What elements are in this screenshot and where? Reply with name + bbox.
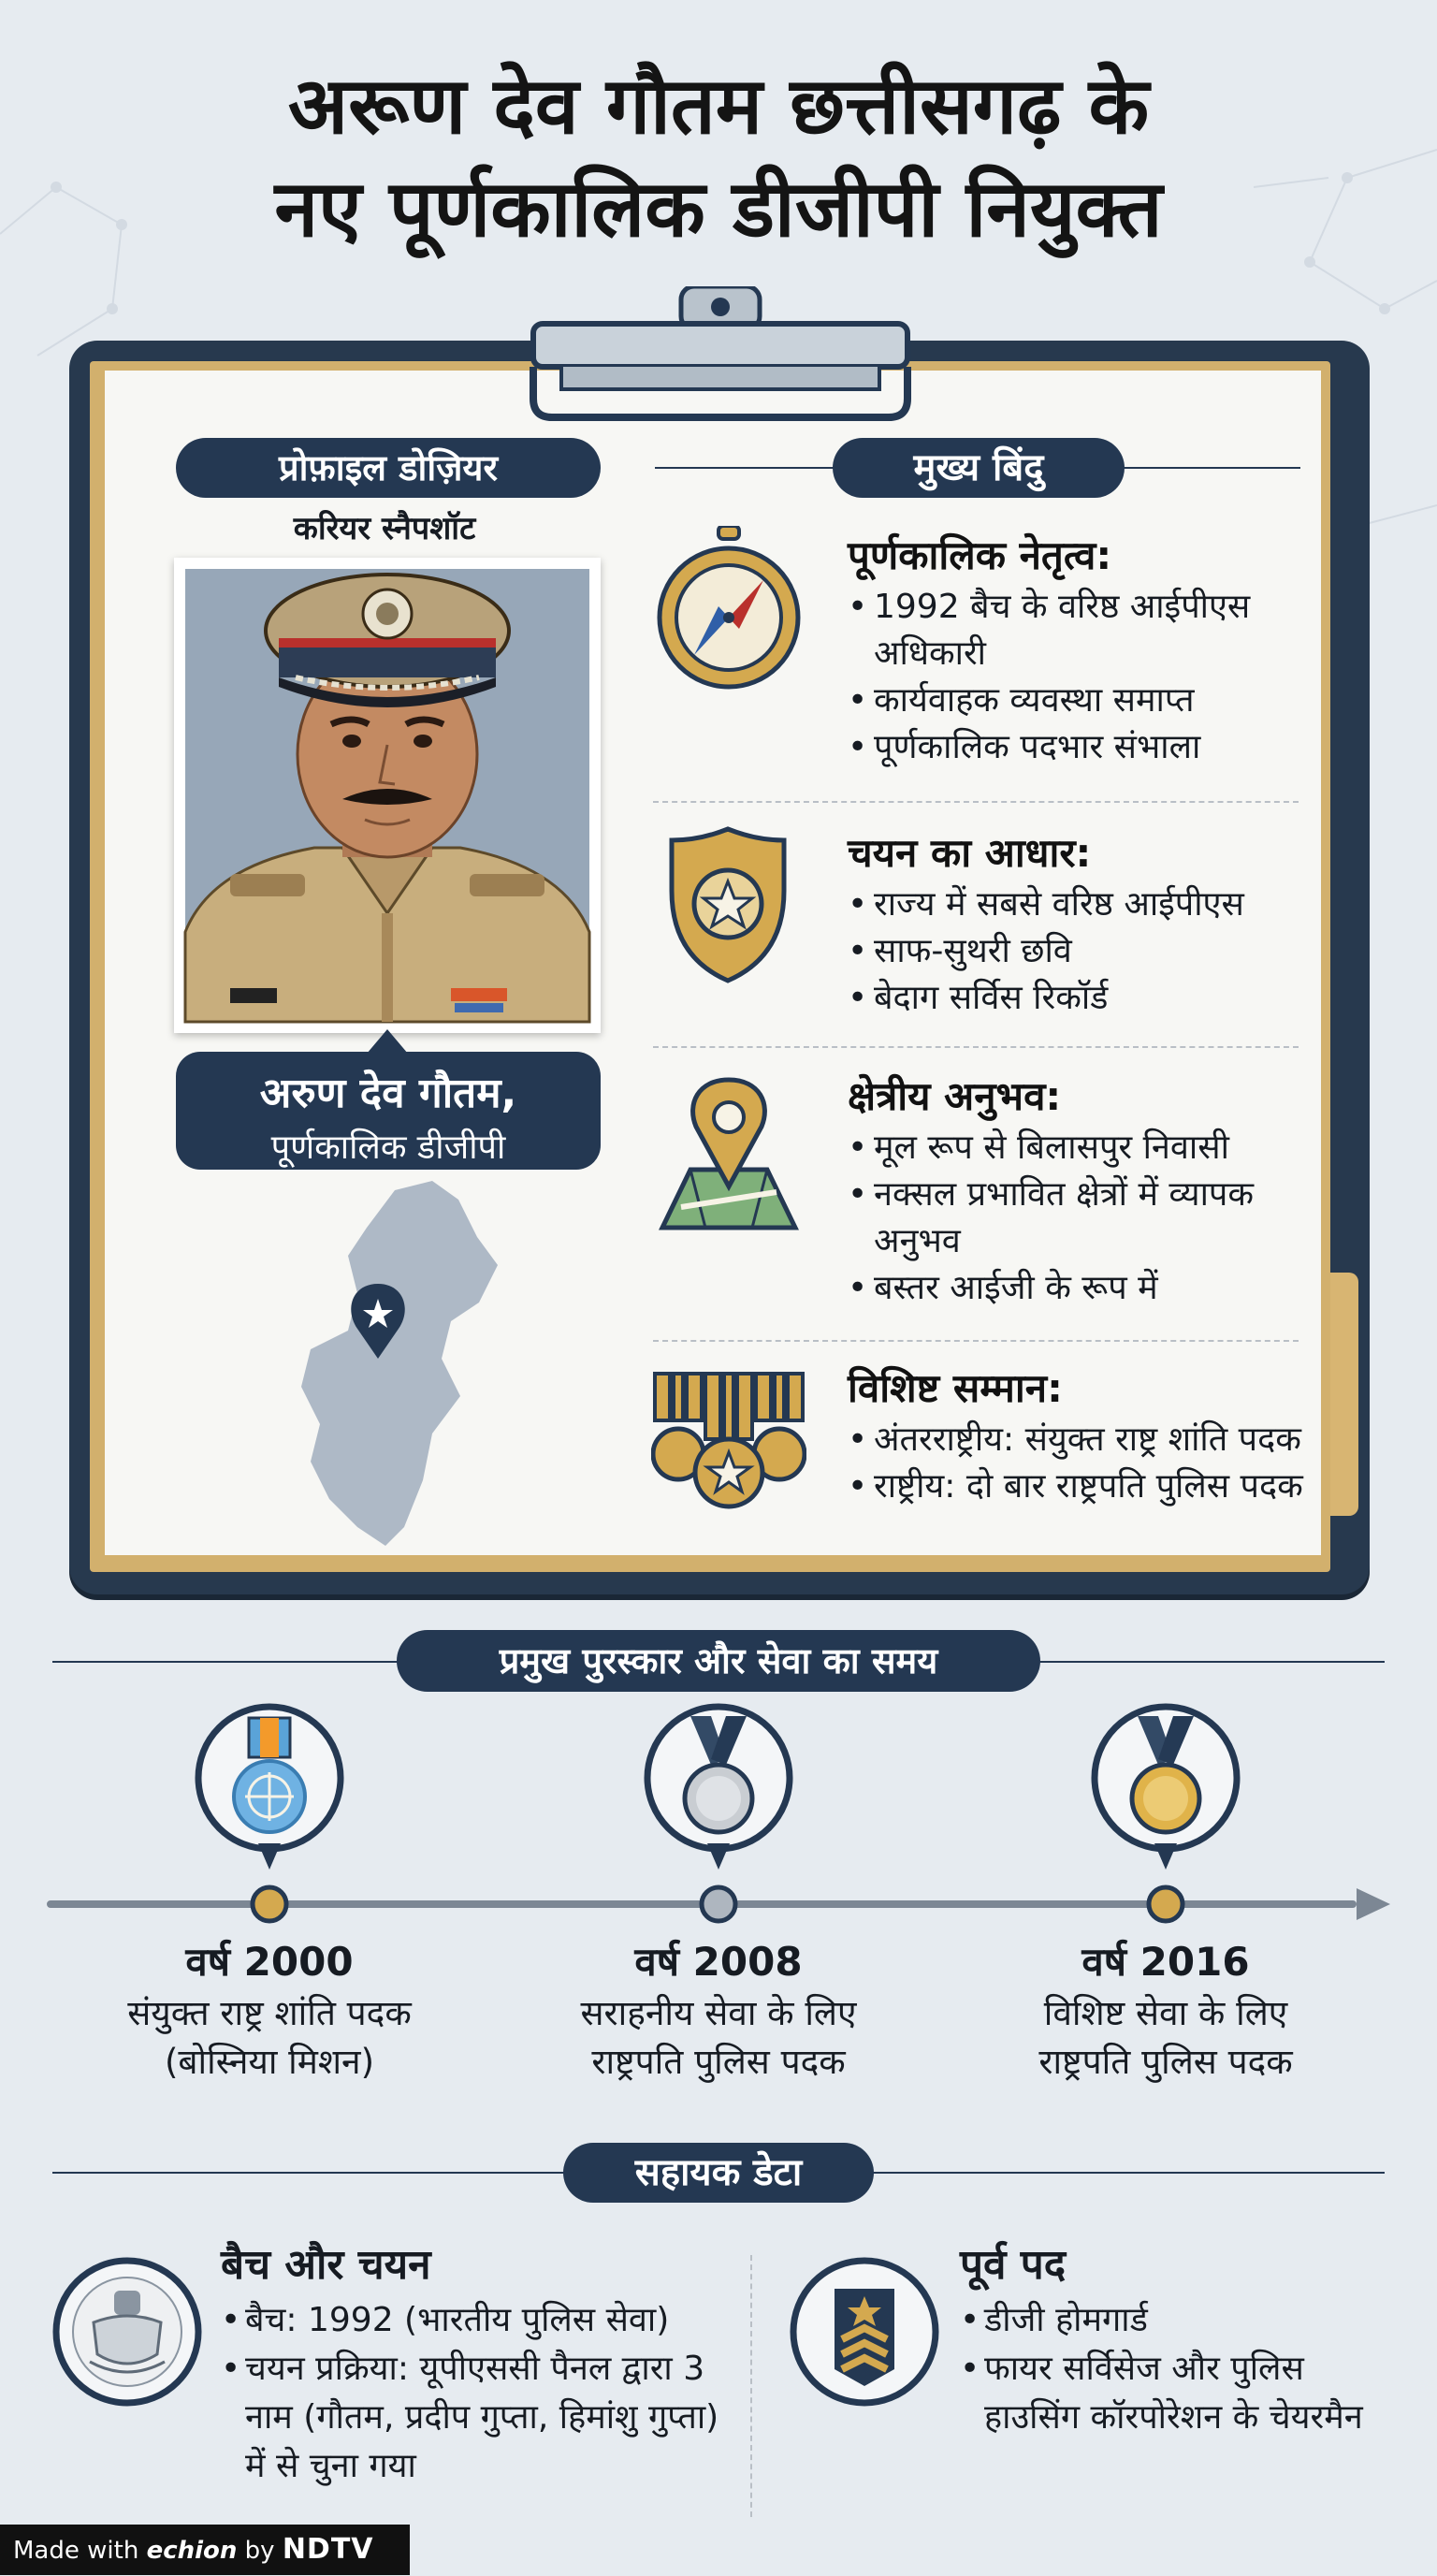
key-point-regional-experience <box>848 1070 1306 1312</box>
ips-emblem-icon <box>52 2257 202 2407</box>
timeline-event-2000 <box>73 1935 466 2087</box>
rank-insignia-icon <box>790 2257 939 2407</box>
event-description-line-2: (बोस्निया मिशन) <box>164 2042 375 2082</box>
clipboard-clip-icon <box>524 286 917 427</box>
un-medal-icon <box>193 1703 346 1890</box>
list-item: • मूल रूप से बिलासपुर निवासी <box>848 1125 1306 1172</box>
section-divider <box>653 801 1299 803</box>
profile-dossier-header: प्रोफ़ाइल डोज़ियर <box>176 438 601 498</box>
footer-credit <box>0 2525 410 2575</box>
list-item: • राष्ट्रीय: दो बार राष्ट्रपति पुलिस पदक <box>848 1463 1306 1510</box>
title-line-1: अरूण देव गौतम छत्तीसगढ़ के <box>287 60 1150 152</box>
page-title <box>0 54 1437 260</box>
career-snapshot-caption: करियर स्नैपशॉट <box>293 510 476 547</box>
list-item: • डीजी होमगार्ड <box>960 2296 1372 2345</box>
compass-icon <box>653 526 805 692</box>
list-item: • 1992 बैच के वरिष्ठ आईपीएस अधिकारी <box>848 584 1306 677</box>
footer-by: by <box>244 2537 275 2565</box>
timeline-event-2016 <box>969 1935 1362 2087</box>
silver-medal-icon <box>642 1703 795 1890</box>
event-description-line-2: राष्ट्रपति पुलिस पदक <box>591 2042 846 2082</box>
map-pin-icon <box>653 1076 805 1235</box>
support-title: बैच और चयन <box>221 2241 431 2289</box>
section-title: पूर्णकालिक नेतृत्व: <box>848 532 1112 578</box>
officer-designation: पूर्णकालिक डीजीपी <box>270 1128 506 1167</box>
list-item: • नक्सल प्रभावित क्षेत्रों में व्यापक अनुभव <box>848 1172 1306 1265</box>
list-item: • अंतरराष्ट्रीय: संयुक्त राष्ट्र शांति पदक <box>848 1417 1306 1463</box>
list-item: • बैच: 1992 (भारतीय पुलिस सेवा) <box>221 2296 726 2345</box>
key-points-header: मुख्य बिंदु <box>833 438 1125 498</box>
footer-made-with: Made with <box>13 2537 139 2565</box>
support-title: पूर्व पद <box>960 2241 1067 2289</box>
event-year: वर्ष 2016 <box>1081 1939 1250 1985</box>
list-item: • राज्य में सबसे वरिष्ठ आईपीएस <box>848 881 1306 928</box>
event-description-line-1: संयुक्त राष्ट्र शांति पदक <box>127 1993 412 2033</box>
section-title: विशिष्ट सम्मान: <box>848 1365 1063 1411</box>
section-title: चयन का आधार: <box>848 830 1092 876</box>
event-description-line-1: सराहनीय सेवा के लिए <box>580 1993 857 2033</box>
key-point-full-time-leadership <box>848 530 1306 771</box>
event-description-line-1: विशिष्ट सेवा के लिए <box>1043 1993 1288 2033</box>
chhattisgarh-map-icon <box>292 1181 516 1546</box>
list-item: • बेदाग सर्विस रिकॉर्ड <box>848 975 1306 1022</box>
list-item: • चयन प्रक्रिया: यूपीएससी पैनल द्वारा 3 नाम (गौतम, प्रदीप गुप्ता, हिमांशु गुप्ता) में से चुना गया <box>221 2345 726 2491</box>
event-year: वर्ष 2000 <box>185 1939 354 1985</box>
section-divider <box>653 1046 1299 1048</box>
footer-publisher: NDTV <box>282 2533 374 2566</box>
key-point-distinguished-honours <box>848 1362 1306 1510</box>
event-year: वर्ष 2008 <box>634 1939 803 1985</box>
title-line-2: नए पूर्णकालिक डीजीपी नियुक्त <box>274 163 1163 255</box>
list-item: • साफ-सुथरी छवि <box>848 928 1306 975</box>
list-item: • फायर सर्विसेज और पुलिस हाउसिंग कॉरपोरेशन के चेयरमैन <box>960 2345 1372 2442</box>
gold-medal-icon <box>1089 1703 1242 1890</box>
officer-name: अरुण देव गौतम, <box>259 1070 517 1117</box>
list-item: • पूर्णकालिक पदभार संभाला <box>848 724 1306 771</box>
officer-name-badge <box>176 1052 601 1170</box>
name-badge-pointer <box>367 1029 408 1054</box>
list-item: • बस्तर आईजी के रूप में <box>848 1265 1306 1312</box>
medals-icon <box>651 1370 806 1512</box>
officer-portrait <box>174 558 601 1033</box>
support-previous-posts <box>960 2238 1372 2442</box>
section-divider <box>653 1340 1299 1342</box>
support-divider <box>750 2255 752 2517</box>
timeline-header: प्रमुख पुरस्कार और सेवा का समय <box>397 1630 1040 1692</box>
key-point-selection-basis <box>848 827 1306 1022</box>
event-description-line-2: राष्ट्रपति पुलिस पदक <box>1038 2042 1293 2082</box>
police-badge-icon <box>662 825 793 984</box>
section-title: क्षेत्रीय अनुभव: <box>848 1073 1062 1119</box>
list-item: • कार्यवाहक व्यवस्था समाप्त <box>848 677 1306 724</box>
support-batch-selection <box>221 2238 726 2491</box>
timeline-event-2008 <box>522 1935 915 2087</box>
support-header: सहायक डेटा <box>563 2143 874 2203</box>
footer-brand: echion <box>146 2537 238 2565</box>
